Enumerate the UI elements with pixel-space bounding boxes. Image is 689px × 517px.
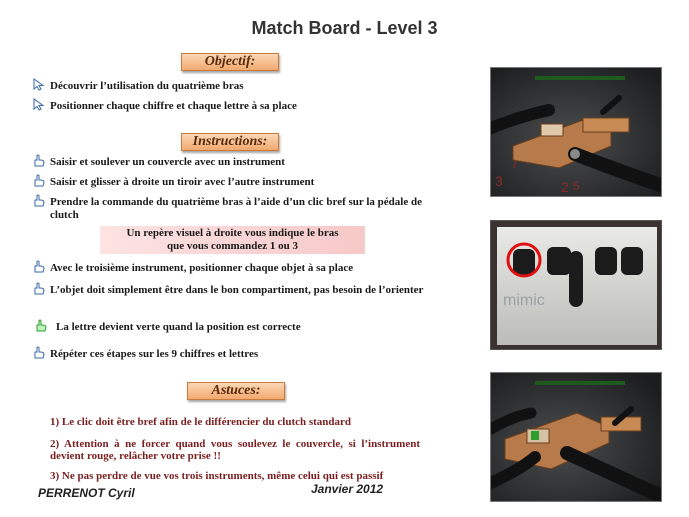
tip-item: 1) Le clic doit être bref afin de le différencier du clutch standard [50, 416, 352, 428]
instruction-item [32, 176, 427, 189]
svg-text:7: 7 [511, 155, 519, 171]
instructions-header: Instructions: [181, 133, 279, 151]
hand-pointer-icon [32, 282, 46, 295]
instruction-text: La lettre devient verte quand la position est correcte [56, 321, 301, 333]
cursor-icon [32, 78, 46, 91]
instruction-item [32, 156, 427, 169]
hand-pointer-icon [32, 346, 46, 359]
objective-item [32, 80, 427, 93]
instruction-item [32, 348, 427, 361]
svg-text:3: 3 [495, 173, 503, 189]
tip-item: 3) Ne pas perdre de vue vos trois instruments, même celui qui est passif [50, 470, 384, 482]
callout-line: Un repère visuel à droite vous indique le bras [126, 227, 339, 239]
instruction-text: Prendre la commande du quatrième bras à l’aide d’un clic bref sur la pédale de clutch [50, 196, 422, 221]
instruction-text: Répéter ces étapes sur les 9 chiffres et lettres [50, 348, 259, 360]
instruction-item [32, 262, 427, 275]
hand-pointer-icon [32, 194, 46, 207]
callout-line: que vous commandez 1 ou 3 [166, 240, 299, 252]
instruction-text: Avec le troisième instrument, positionner chaque objet à sa place [50, 262, 354, 274]
instruction-text: L’objet doit simplement être dans le bon compartiment, pas besoin de l’orienter [50, 284, 424, 296]
instruction-text: Saisir et glisser à droite un tiroir avec l’autre instrument [50, 176, 315, 188]
hand-pointer-icon [32, 154, 46, 167]
match-board-screenshot-1 [490, 67, 662, 197]
pedals-scene [491, 221, 662, 350]
instruction-item [32, 284, 427, 297]
objective-item [32, 100, 427, 113]
match-board-screenshot-2 [490, 372, 662, 502]
svg-text:5: 5 [573, 179, 580, 193]
hand-pointer-icon [32, 174, 46, 187]
author-name: PERRENOT Cyril [38, 486, 135, 500]
objective-text: Découvrir l’utilisation du quatrième bras [50, 80, 244, 92]
objectif-header: Objectif: [181, 53, 279, 71]
slide-title: Match Board - Level 3 [251, 18, 438, 38]
instruction-text: Saisir et soulever un couvercle avec un instrument [50, 156, 285, 168]
instruction-item [34, 321, 429, 334]
match-board-scene [491, 373, 662, 502]
presentation-date: Janvier 2012 [311, 482, 384, 496]
mimic-logo: mimic [503, 292, 545, 309]
objective-text: Positionner chaque chiffre et chaque lettre à sa place [50, 100, 297, 112]
tip-item: 2) Attention à ne forcer quand vous soulevez le couvercle, si l’instrument devient rouge, relâcher votre prise !! [50, 438, 420, 462]
visual-cue-callout [100, 226, 365, 254]
match-board-scene [491, 68, 662, 197]
hand-pointer-icon [32, 260, 46, 273]
instruction-item [32, 196, 427, 221]
svg-text:2: 2 [561, 179, 569, 195]
green-hand-icon [34, 319, 48, 332]
pedals-screenshot [490, 220, 662, 350]
cursor-icon [32, 98, 46, 111]
astuces-header: Astuces: [187, 382, 285, 400]
